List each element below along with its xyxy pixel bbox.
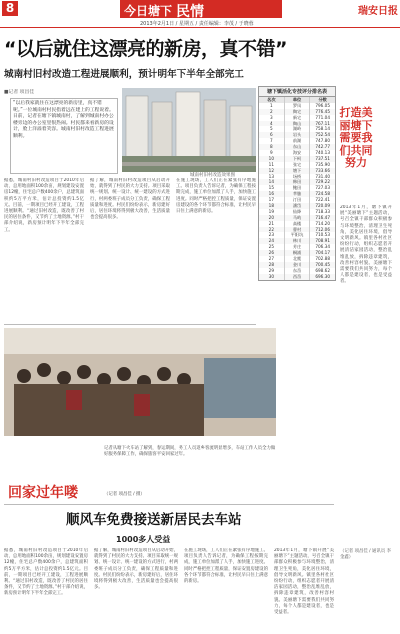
cell-unit: 金川 bbox=[285, 262, 311, 268]
cell-rank: 13 bbox=[259, 174, 285, 180]
cell-score: 714.20 bbox=[315, 220, 330, 226]
photo-story-caption: 记者从塘下火车站了解到，春运期间，务工人员返乡客流明显增多，车站工作人员全力做好服务保障工作，确保旅客平安回家过年。 bbox=[104, 446, 276, 457]
cell-rank: 24 bbox=[259, 238, 285, 244]
cell-rank: 15 bbox=[259, 185, 285, 191]
table-row bbox=[259, 274, 335, 280]
cell-unit: 罗凤 bbox=[285, 103, 311, 109]
cell-rank: 3 bbox=[259, 115, 285, 121]
cell-score: 712.06 bbox=[315, 226, 330, 232]
dateline: 2013年2月1日 / 星期五 / 责任编辑：李茂 / 于晓蓉 bbox=[140, 21, 254, 27]
masthead-logo: 瑞安日报 bbox=[358, 6, 398, 17]
rendering-photo bbox=[122, 88, 256, 172]
cell-score: 698.62 bbox=[315, 267, 330, 273]
cell-unit: 西岙 bbox=[285, 274, 311, 280]
building-illustration bbox=[122, 88, 256, 172]
cell-score: 747.80 bbox=[315, 138, 330, 144]
section-title: 民情 bbox=[176, 4, 204, 20]
cell-score: 704.17 bbox=[315, 250, 330, 256]
cell-rank: 5 bbox=[259, 126, 285, 132]
cell-score: 735.90 bbox=[315, 161, 330, 167]
cell-unit: 汀田 bbox=[285, 197, 311, 203]
cell-rank: 18 bbox=[259, 203, 285, 209]
cell-rank: 28 bbox=[259, 262, 285, 268]
cell-unit: 桐浦 bbox=[285, 250, 311, 256]
cell-score: 731.40 bbox=[315, 173, 330, 179]
cell-score: 727.03 bbox=[315, 185, 330, 191]
story2-headline: 顺风车免费接送新居民去车站 bbox=[66, 512, 242, 528]
cell-unit: 马屿 bbox=[285, 215, 311, 221]
cell-score: 702.88 bbox=[315, 256, 330, 262]
cell-score: 758.14 bbox=[315, 126, 330, 132]
cell-unit: 场桥 bbox=[285, 174, 311, 180]
cell-unit: 湖岭 bbox=[285, 126, 311, 132]
page-number: 8 bbox=[2, 1, 18, 16]
ranking-table bbox=[258, 86, 336, 281]
cell-rank: 23 bbox=[259, 232, 285, 238]
article-column-3: 在施工现场，工人们正在紧张有序地施工。项目负责人告诉记者，为确保工程按期完成，施工单位加派了人手，加快施工进度。同时严格把控工程质量，保证安置房建设的各个环节都符合标准，让村民早日住上满意的新房。 bbox=[176, 178, 256, 215]
cell-rank: 22 bbox=[259, 227, 285, 233]
photo-credit: （记者 项昌佳 / 摄） bbox=[104, 492, 145, 497]
cell-score: 722.41 bbox=[315, 197, 330, 203]
cell-rank: 8 bbox=[259, 144, 285, 150]
cell-score: 776.45 bbox=[315, 108, 330, 114]
cell-score: 720.09 bbox=[315, 203, 330, 209]
story2-column-1: 据悉，城南村旧村改造项目于2010年启动，总用地面积100余亩，规划建设安置房12幢，住宅总户数400余户，总建筑面积约5万平方米，估计总投资约1.5亿元。目前，一期项目已经开工建设，工程进展顺利。“通过旧村改造，既改善了村民的居住条件，又节约了土地资源。”村干部介绍说，新房预计明年下半年全部完工。 bbox=[4, 548, 88, 597]
divider bbox=[4, 324, 256, 325]
cell-rank: 29 bbox=[259, 268, 285, 274]
table-title: 塘下镇活化专技评分排名表 bbox=[259, 87, 335, 97]
cell-unit: 陶山 bbox=[285, 121, 311, 127]
cell-rank: 16 bbox=[259, 191, 285, 197]
cell-unit: 陶宅 bbox=[285, 109, 311, 115]
cell-rank: 1 bbox=[259, 103, 285, 109]
cell-unit: 岩头 bbox=[285, 132, 311, 138]
cell-unit: 东岙 bbox=[285, 268, 311, 274]
cell-score: 729.22 bbox=[315, 179, 330, 185]
cell-unit: 仙降 bbox=[285, 209, 311, 215]
cell-score: 733.66 bbox=[315, 167, 330, 173]
side-heading: 打造美丽塘下需要我们共同努力 bbox=[339, 106, 373, 169]
cell-score: 737.51 bbox=[315, 155, 330, 161]
cell-rank: 27 bbox=[259, 256, 285, 262]
cell-rank: 12 bbox=[259, 168, 285, 174]
cell-unit: 林川 bbox=[285, 238, 311, 244]
cell-score: 718.33 bbox=[315, 208, 330, 214]
cell-unit: 平阳坑 bbox=[285, 232, 311, 238]
cell-score: 696.30 bbox=[315, 273, 330, 279]
cell-score: 708.91 bbox=[315, 238, 330, 244]
article-column-2: 据了解，城南村旧村改造项目从启动开始，就得到了村民的大力支持。项目采取统一规划、统一设计、统一建设的方式进行，村两委班子成员分工负责，确保工程质量和进度。村民们纷纷表示，新房建好后，居住环境将得到极大改善，生活质量也会提高很多。 bbox=[90, 178, 170, 221]
cell-rank: 10 bbox=[259, 156, 285, 162]
lead-text: “以后我家就住在这漂亮的新房里，真不错呢。”一位城南村村民指着远在建上的工程说着。日前，记者在塘下镇城南村，了解到城南村办公楼旁边的办公室里很热闹。村民都来看新房的设计，脸上洋溢着笑容。城南村旧村改造工程进展顺利。 bbox=[13, 101, 114, 139]
cell-rank: 26 bbox=[259, 250, 285, 256]
main-headline: “以后就住这漂亮的新房，真不错” bbox=[4, 38, 287, 60]
side-signature: （记者 项昌佳 / 通讯员 李金鑫） bbox=[340, 549, 391, 560]
cell-rank: 20 bbox=[259, 215, 285, 221]
cell-unit: 鲍田 bbox=[285, 185, 311, 191]
cell-rank: 19 bbox=[259, 209, 285, 215]
cell-score: 752.54 bbox=[315, 132, 330, 138]
cell-unit: 曹村 bbox=[285, 227, 311, 233]
cell-score: 706.34 bbox=[315, 244, 330, 250]
cell-score: 724.58 bbox=[315, 191, 330, 197]
photo-caption: 城南村旧村改造效果图 bbox=[190, 173, 235, 178]
lead-box bbox=[10, 98, 118, 174]
side-article-text: 2013年1月，塘下镇开展“美丽塘下”主题活动，号召全镇干部群众积极参与环境整治，清理卫生死角，美化居住环境，倡导文明新风。镇里各村社区纷纷行动，组织志愿者开展清洁家园活动，整治乱堆乱放，拆除违章建筑，改善村容村貌。美丽塘下需要我们共同努力，每个人都是建设者，也是受益者。 bbox=[340, 205, 392, 285]
cell-score: 767.11 bbox=[315, 120, 330, 126]
table-body bbox=[259, 103, 335, 280]
cell-score: 710.53 bbox=[315, 232, 330, 238]
cell-unit: 芳庄 bbox=[285, 244, 311, 250]
cell-score: 771.04 bbox=[315, 114, 330, 120]
cell-score: 716.47 bbox=[315, 214, 330, 220]
byline: ■记者 项昌佳 bbox=[4, 90, 35, 95]
main-subhead: 城南村旧村改造工程进展顺利，预计明年下半年全部完工 bbox=[4, 69, 244, 80]
cell-rank: 9 bbox=[259, 150, 285, 156]
cell-rank: 4 bbox=[259, 121, 285, 127]
cell-unit: 北麂 bbox=[285, 256, 311, 262]
cell-score: 700.45 bbox=[315, 261, 330, 267]
story2-column-2: 据了解，城南村旧村改造项目从启动开始，就得到了村民的大力支持。项目采取统一规划、统一设计、统一建设的方式进行，村两委班子成员分工负责，确保工程质量和进度。村民们纷纷表示，新房建好后，居住环境将得到极大改善，生活质量也会提高很多。 bbox=[94, 548, 178, 591]
cell-rank: 25 bbox=[259, 244, 285, 250]
cell-score: 742.77 bbox=[315, 144, 330, 150]
cell-rank: 17 bbox=[259, 197, 285, 203]
divider bbox=[4, 504, 334, 505]
cell-unit: 东山 bbox=[285, 144, 311, 150]
cell-unit: 塘下 bbox=[285, 168, 311, 174]
cell-unit: 张宅 bbox=[285, 162, 311, 168]
cell-rank: 6 bbox=[259, 132, 285, 138]
cell-unit: 高楼 bbox=[285, 221, 311, 227]
photo-story-title: 回家过年喽 bbox=[8, 485, 78, 501]
cell-rank: 21 bbox=[259, 221, 285, 227]
cell-unit: 海安 bbox=[285, 150, 311, 156]
story2-subhead: 1000多人受益 bbox=[116, 535, 171, 544]
cell-unit: 韩田 bbox=[285, 179, 311, 185]
red-label: 今日塘下 bbox=[124, 4, 173, 18]
crowd-photo bbox=[4, 328, 276, 436]
cell-score: 740.13 bbox=[315, 150, 330, 156]
story2-column-4: 2013年1月，塘下镇开展“美丽塘下”主题活动，号召全镇干部群众积极参与环境整治，清理卫生死角，美化居住环境，倡导文明新风。镇里各村社区纷纷行动，组织志愿者开展清洁家园活动，整治乱堆乱放，拆除违章建筑，改善村容村貌。美丽塘下需要我们共同努力，每个人都是建设者，也是受益者。 bbox=[274, 548, 334, 616]
cell-rank: 11 bbox=[259, 162, 285, 168]
cell-rank: 7 bbox=[259, 138, 285, 144]
cell-score: 796.05 bbox=[315, 102, 330, 108]
cell-rank: 2 bbox=[259, 109, 285, 115]
cell-rank: 14 bbox=[259, 179, 285, 185]
cell-unit: 前湖 bbox=[285, 138, 311, 144]
col-rank: 名次 bbox=[259, 97, 285, 103]
cell-unit: 潘岱 bbox=[285, 203, 311, 209]
cell-unit: 下柯 bbox=[285, 156, 311, 162]
cell-rank: 30 bbox=[259, 274, 285, 280]
crowd-illustration bbox=[4, 328, 276, 436]
header-rule bbox=[0, 27, 400, 28]
cell-unit: 新宅 bbox=[285, 115, 311, 121]
col-unit: 单位 bbox=[285, 97, 311, 103]
story2-column-3: 在施工现场，工人们正在紧张有序地施工。项目负责人告诉记者，为确保工程按期完成，施工单位加派了人手，加快施工进度。同时严格把控工程质量，保证安置房建设的各个环节都符合标准，让村民早日住上满意的新房。 bbox=[184, 548, 268, 585]
col-score: 分数 bbox=[318, 97, 327, 102]
article-column-1: 据悉，城南村旧村改造项目于2010年启动，总用地面积100余亩，规划建设安置房12幢，住宅总户数400余户，总建筑面积约5万平方米，估计总投资约1.5亿元。目前，一期项目已经开工建设，工程进展顺利。“通过旧村改造，既改善了村民的居住条件，又节约了土地资源。”村干部介绍说，新房预计明年下半年全部完工。 bbox=[4, 178, 84, 233]
cell-unit: 莘塍 bbox=[285, 191, 311, 197]
